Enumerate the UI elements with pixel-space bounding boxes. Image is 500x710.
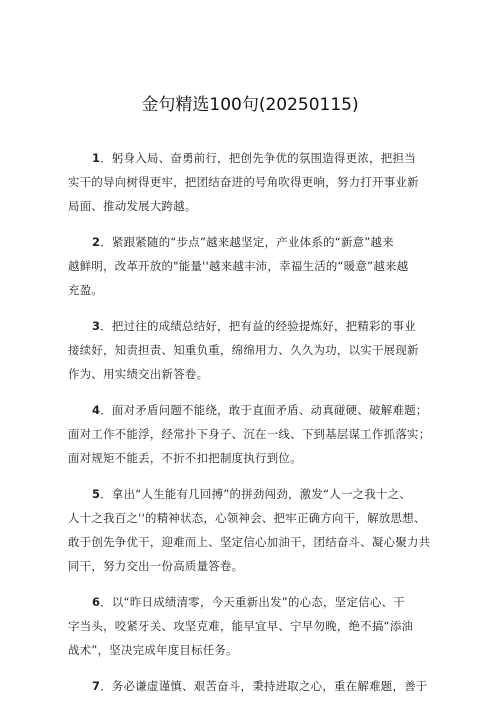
- quote-item: [68, 482, 440, 578]
- quote-text: ．以“昨日成绩清零，今天重新出发”的心态，坚定信心、干: [100, 595, 405, 609]
- quote-line: [68, 674, 440, 698]
- quote-text: 字当头，咬紧牙关、攻坚克难，能早宜早、宁早勿晚，绝不搞“添油: [68, 619, 414, 633]
- quote-item: [68, 590, 440, 662]
- quote-line: [68, 170, 440, 194]
- quote-line: [68, 398, 440, 422]
- quote-line: [68, 362, 440, 386]
- quote-line: [68, 194, 440, 218]
- quote-line: [68, 638, 440, 662]
- quote-item: [68, 674, 440, 698]
- quote-line: [68, 506, 440, 530]
- quote-number: 6: [92, 595, 101, 609]
- quote-text: 越鲜明，改革开放的"能量''越来越丰沛，幸福生活的“暖意”越来越: [68, 259, 409, 273]
- quote-line: [68, 590, 440, 614]
- quote-number: 4: [92, 403, 101, 417]
- quote-text: 作为、用实绩交出新答卷。: [68, 367, 209, 381]
- quote-item: [68, 146, 440, 218]
- quote-line: [68, 422, 440, 446]
- quote-line: [68, 446, 440, 470]
- quote-number: 5: [92, 487, 101, 501]
- quote-text: ．躬身入局、奋勇前行，把创先争优的氛围造得更浓，把担当: [100, 151, 416, 165]
- quote-line: [68, 146, 440, 170]
- quote-number: 2: [92, 235, 101, 249]
- quote-text: 局面、推动发展大跨越。: [68, 199, 197, 213]
- quote-list: [68, 146, 440, 710]
- quote-number: 7: [92, 679, 101, 693]
- quote-text: 人十之我百之''的精神状态，心领神会、把牢正确方向干，解放思想、: [68, 511, 426, 525]
- quote-text: ．紧跟紧随的“步点”越来越坚定，产业体系的“新意”越来: [100, 235, 394, 249]
- quote-text: 充盈。: [68, 283, 104, 297]
- quote-line: [68, 554, 440, 578]
- quote-text: 面对规矩不能丢，不折不扣把制度执行到位。: [68, 451, 302, 465]
- quote-line: [68, 482, 440, 506]
- quote-text: 同干，努力交出一份高质量答卷。: [68, 559, 244, 573]
- quote-text: 实干的导向树得更牢，把团结奋进的号角吹得更响，努力打开事业新: [68, 175, 419, 189]
- quote-text: ．拿出“人生能有几回搏”的拼劲闯劲，激发“人一之我十之、: [100, 487, 412, 501]
- quote-text: 面对工作不能浮，经常扑下身子、沉在一线、下到基层谋工作抓落实；: [68, 427, 431, 441]
- quote-number: 1: [92, 151, 101, 165]
- quote-text: ．面对矛盾问题不能绕，敢于直面矛盾、动真碰硬、破解难题；: [100, 403, 428, 417]
- quote-item: [68, 230, 440, 302]
- quote-text: 接续好，知责担责、知重负重，绵绵用力、久久为功，以实干展现新: [68, 343, 419, 357]
- quote-line: [68, 278, 440, 302]
- quote-text: ．务必谦虚谨慎、艰苦奋斗，秉持进取之心，重在解难题，善于: [100, 679, 428, 693]
- quote-line: [68, 338, 440, 362]
- quote-item: [68, 314, 440, 386]
- quote-line: [68, 254, 440, 278]
- document-title: 金句精选100句(20250115): [141, 95, 359, 115]
- quote-number: 3: [92, 319, 101, 333]
- quote-text: ．把过往的成绩总结好，把有益的经验提炼好，把精彩的事业: [100, 319, 416, 333]
- quote-line: [68, 314, 440, 338]
- quote-text: 敢于创先争优干，迎难而上、坚定信心加油干，团结奋斗、凝心聚力共: [68, 535, 431, 549]
- quote-line: [68, 530, 440, 554]
- quote-line: [68, 614, 440, 638]
- quote-text: 战术”，坚决完成年度目标任务。: [68, 643, 238, 657]
- quote-line: [68, 230, 440, 254]
- quote-item: [68, 398, 440, 470]
